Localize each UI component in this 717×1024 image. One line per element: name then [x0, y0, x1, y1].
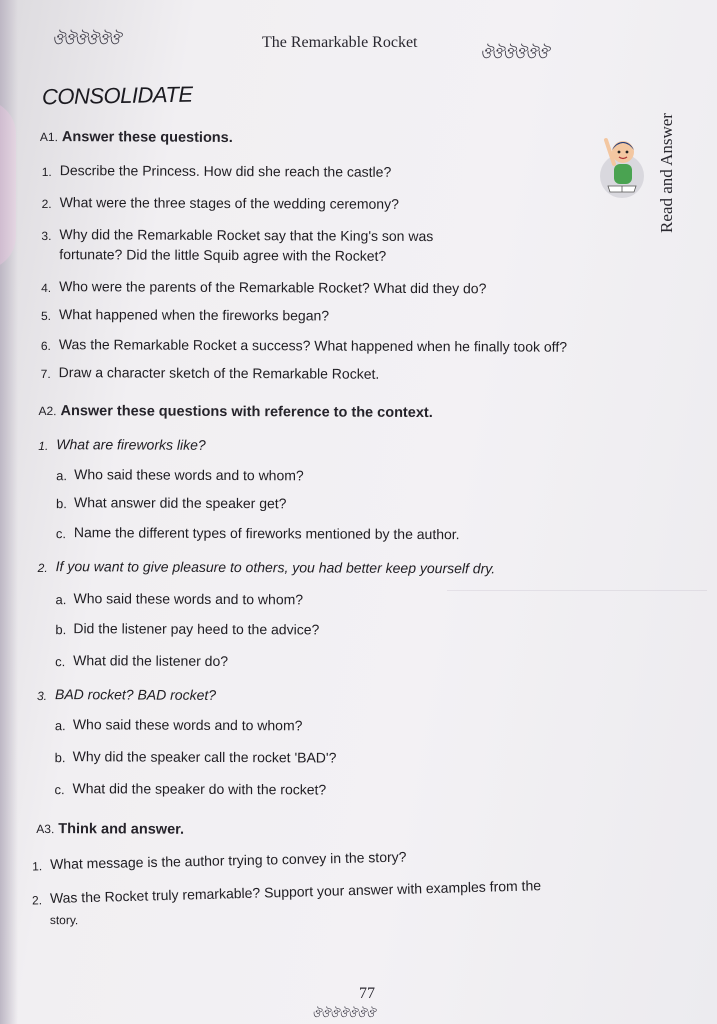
a2-number: A2.	[38, 403, 57, 419]
sub-text: What answer did the speaker get?	[73, 494, 287, 512]
a3-heading	[36, 821, 184, 838]
sub-letter: c.	[55, 654, 66, 670]
a1-question	[41, 193, 399, 214]
margin-decoration	[0, 100, 16, 270]
a2-heading	[38, 403, 432, 421]
question-text: Was the Rocket truly remarkable? Support your answer with examples from the	[49, 877, 542, 907]
a2-heading-text: Answer these questions with reference to the context.	[60, 403, 433, 422]
page-number: 77	[359, 985, 375, 1002]
side-tab-label: Read and Answer	[657, 112, 677, 233]
a1-question	[41, 225, 434, 246]
sub-text: Name the different types of fireworks mentioned by the author.	[73, 524, 460, 543]
question-text: fortunate? Did the little Squib agree with the Rocket?	[59, 246, 387, 264]
child-reading-illustration-icon	[594, 132, 648, 202]
a1-heading	[40, 129, 233, 146]
a1-question	[40, 335, 568, 357]
sub-text: Who said these words and to whom?	[74, 466, 304, 484]
a3-question	[31, 876, 542, 908]
a2-subquestion	[55, 589, 304, 609]
a1-question-continued	[59, 245, 386, 266]
question-number: 7.	[40, 367, 51, 382]
a2-subquestion	[54, 715, 303, 735]
section-title: CONSOLIDATE	[41, 81, 193, 110]
header-flourish-left: ঔঔঔঔঔঔ	[52, 30, 120, 48]
footer-flourish: ঔঔঔঔঔঔঔ	[312, 1007, 376, 1020]
a1-question	[40, 363, 380, 384]
question-text: What were the three stages of the wedding ceremony?	[59, 194, 399, 212]
a2-subquestion	[54, 779, 327, 799]
question-text: Was the Remarkable Rocket a success? What happened when he finally took off?	[58, 336, 568, 355]
question-text: Draw a character sketch of the Remarkable Rocket.	[58, 364, 380, 382]
bleed-through	[447, 590, 707, 851]
quote-text: If you want to give pleasure to others, you had better keep yourself dry.	[55, 558, 496, 577]
question-number: 5.	[40, 309, 52, 324]
sub-letter: b.	[54, 750, 66, 766]
a1-question	[40, 305, 330, 325]
a2-quote	[36, 685, 217, 705]
sub-letter: c.	[55, 526, 67, 542]
question-number: 2.	[31, 893, 43, 908]
item-number: 2.	[37, 560, 48, 576]
sub-text: What did the speaker do with the rocket?	[72, 780, 327, 798]
item-number: 1.	[38, 438, 49, 454]
quote-text: BAD rocket? BAD rocket?	[54, 686, 217, 703]
question-number: 4.	[41, 281, 52, 296]
sub-letter: b.	[55, 496, 67, 512]
a1-heading-text: Answer these questions.	[61, 129, 233, 147]
sub-letter: c.	[54, 782, 65, 798]
a2-quote	[37, 557, 496, 578]
a1-question	[41, 277, 487, 298]
sub-letter: b.	[55, 622, 67, 638]
sub-letter: a.	[54, 718, 66, 734]
item-number: 3.	[36, 688, 48, 704]
a2-subquestion	[55, 651, 229, 671]
question-text: Why did the Remarkable Rocket say that the King's son was	[59, 226, 434, 245]
a3-question	[32, 848, 407, 874]
sub-text: What did the listener do?	[73, 652, 229, 669]
a1-question	[41, 161, 392, 182]
a2-quote	[38, 435, 206, 455]
question-number: 6.	[40, 339, 51, 354]
side-tab	[650, 100, 684, 245]
a3-heading-text: Think and answer.	[58, 821, 185, 838]
page-header	[40, 18, 700, 68]
question-number: 1.	[32, 859, 43, 874]
sub-letter: a.	[55, 592, 67, 608]
sub-text: Why did the speaker call the rocket 'BAD'?	[72, 748, 337, 766]
book-title: The Remarkable Rocket	[262, 34, 418, 51]
sub-text: Who said these words and to whom?	[73, 590, 304, 608]
question-text: What message is the author trying to convey in the story?	[49, 848, 407, 873]
sub-letter: a.	[56, 468, 68, 484]
question-text: Describe the Princess. How did she reach the castle?	[59, 162, 392, 180]
a3-number: A3.	[36, 821, 55, 837]
a2-subquestion	[55, 619, 320, 639]
question-text: What happened when the fireworks began?	[58, 306, 330, 324]
question-text: story.	[49, 913, 79, 928]
a3-question-continued	[50, 911, 79, 930]
a1-number: A1.	[39, 129, 58, 145]
question-text: Who were the parents of the Remarkable Rocket? What did they do?	[59, 278, 487, 297]
a2-subquestion	[55, 493, 287, 513]
a2-subquestion	[54, 747, 337, 767]
question-number: 1.	[41, 165, 52, 180]
quote-text: What are fireworks like?	[56, 436, 206, 453]
sub-text: Who said these words and to whom?	[72, 716, 303, 734]
a2-subquestion	[55, 523, 460, 544]
question-number: 3.	[41, 229, 52, 244]
header-flourish-right: ঔঔঔঔঔঔ	[480, 44, 548, 62]
sub-text: Did the listener pay heed to the advice?	[73, 620, 320, 638]
a2-subquestion	[56, 465, 304, 485]
question-number: 2.	[41, 197, 52, 212]
